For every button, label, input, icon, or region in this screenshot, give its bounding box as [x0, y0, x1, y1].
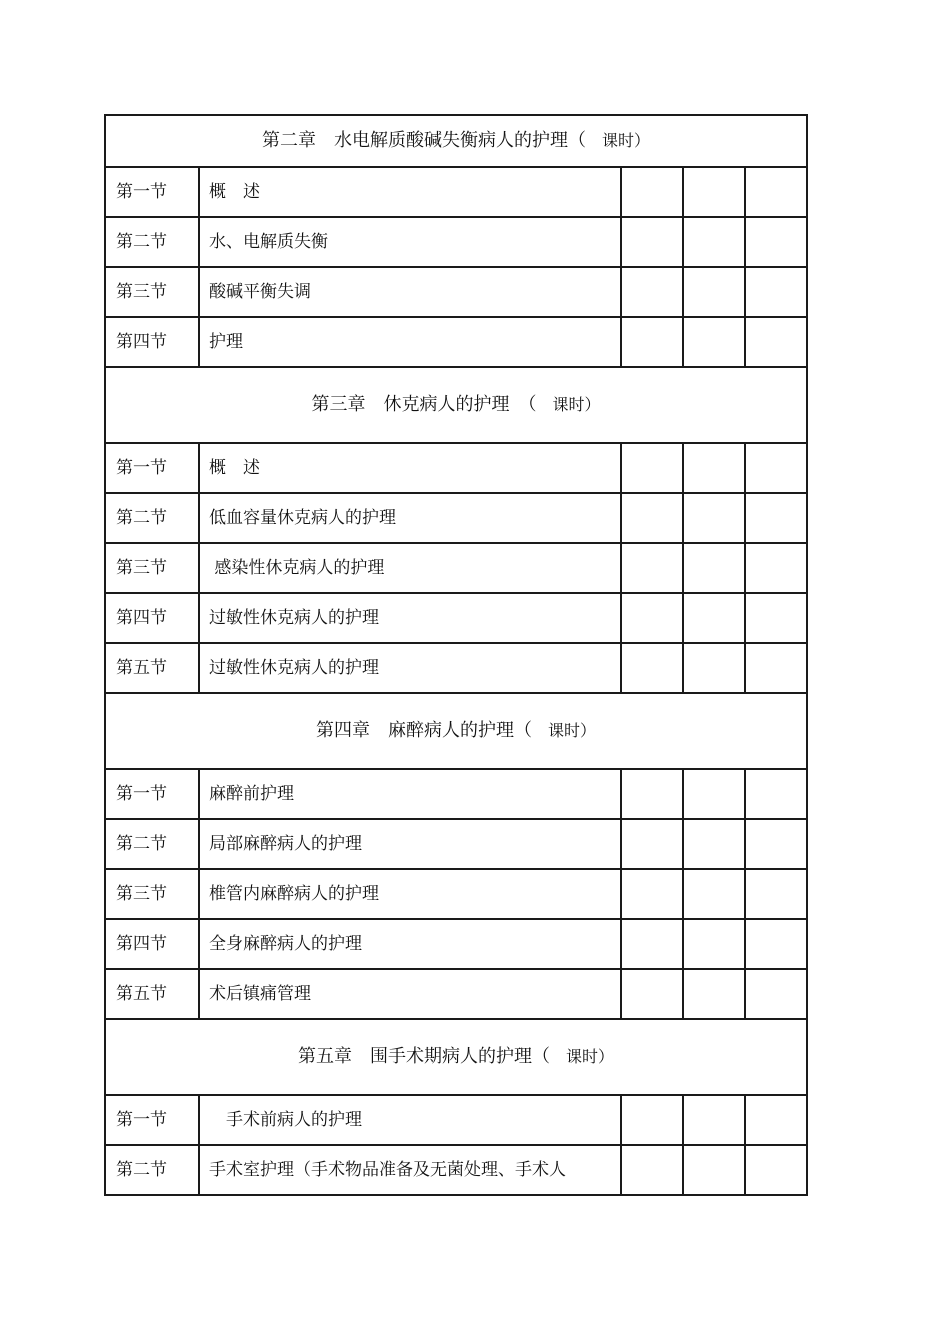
section-row: [105, 643, 807, 693]
blank-cell: [683, 493, 745, 543]
blank-cell: [745, 593, 807, 643]
blank-cell: [683, 443, 745, 493]
section-number: 第一节: [105, 769, 199, 819]
chapter-title: 第三章 休克病人的护理 （: [311, 394, 537, 415]
chapter-header-row: [105, 693, 807, 769]
section-row: [105, 1095, 807, 1145]
blank-cell: [745, 217, 807, 267]
blank-cell: [621, 593, 683, 643]
blank-cell: [683, 769, 745, 819]
section-row: [105, 443, 807, 493]
blank-cell: [683, 317, 745, 367]
chapter-hours: 课时）: [550, 1047, 615, 1066]
section-title: 概 述: [199, 167, 621, 217]
blank-cell: [683, 969, 745, 1019]
chapter-hours: 课时）: [586, 131, 651, 150]
chapter-header-row: [105, 115, 807, 167]
section-row: [105, 543, 807, 593]
blank-cell: [745, 167, 807, 217]
blank-cell: [683, 919, 745, 969]
blank-cell: [745, 869, 807, 919]
blank-cell: [621, 167, 683, 217]
section-title: 酸碱平衡失调: [199, 267, 621, 317]
blank-cell: [621, 969, 683, 1019]
blank-cell: [745, 543, 807, 593]
section-number: 第二节: [105, 217, 199, 267]
blank-cell: [745, 769, 807, 819]
blank-cell: [621, 267, 683, 317]
section-row: [105, 819, 807, 869]
blank-cell: [683, 593, 745, 643]
blank-cell: [621, 543, 683, 593]
blank-cell: [745, 819, 807, 869]
chapter-title: 第五章 围手术期病人的护理（: [298, 1046, 550, 1067]
blank-cell: [621, 643, 683, 693]
chapter-hours: 课时）: [532, 721, 597, 740]
section-title: 椎管内麻醉病人的护理: [199, 869, 621, 919]
blank-cell: [683, 1095, 745, 1145]
blank-cell: [745, 493, 807, 543]
chapter-title-cell: [105, 693, 807, 769]
blank-cell: [745, 1095, 807, 1145]
section-row: [105, 869, 807, 919]
section-row: [105, 769, 807, 819]
blank-cell: [745, 969, 807, 1019]
section-row: [105, 493, 807, 543]
blank-cell: [745, 317, 807, 367]
chapter-title-cell: [105, 1019, 807, 1095]
section-title: 麻醉前护理: [199, 769, 621, 819]
blank-cell: [621, 819, 683, 869]
chapter-title-cell: [105, 367, 807, 443]
section-number: 第一节: [105, 443, 199, 493]
section-row: [105, 919, 807, 969]
section-title: 概 述: [199, 443, 621, 493]
blank-cell: [683, 1145, 745, 1195]
chapter-header-row: [105, 367, 807, 443]
section-row: [105, 969, 807, 1019]
section-number: 第五节: [105, 643, 199, 693]
chapter-hours: 课时）: [536, 395, 601, 414]
chapter-title: 第四章 麻醉病人的护理（: [316, 720, 532, 741]
section-row: [105, 217, 807, 267]
blank-cell: [745, 643, 807, 693]
section-number: 第二节: [105, 493, 199, 543]
blank-cell: [683, 267, 745, 317]
blank-cell: [621, 493, 683, 543]
blank-cell: [621, 317, 683, 367]
section-row: [105, 593, 807, 643]
blank-cell: [745, 267, 807, 317]
section-number: 第四节: [105, 317, 199, 367]
section-number: 第二节: [105, 819, 199, 869]
blank-cell: [683, 167, 745, 217]
blank-cell: [621, 1145, 683, 1195]
blank-cell: [683, 819, 745, 869]
section-row: [105, 317, 807, 367]
blank-cell: [621, 919, 683, 969]
section-title: 低血容量休克病人的护理: [199, 493, 621, 543]
section-title: 护理: [199, 317, 621, 367]
section-number: 第一节: [105, 167, 199, 217]
section-row: [105, 1145, 807, 1195]
chapter-title-cell: [105, 115, 807, 167]
section-title: 手术室护理（手术物品准备及无菌处理、手术人: [199, 1145, 621, 1195]
section-title: 感染性休克病人的护理: [199, 543, 621, 593]
section-number: 第二节: [105, 1145, 199, 1195]
section-number: 第四节: [105, 593, 199, 643]
blank-cell: [621, 217, 683, 267]
section-title: 全身麻醉病人的护理: [199, 919, 621, 969]
blank-cell: [683, 543, 745, 593]
section-number: 第三节: [105, 267, 199, 317]
section-title: 术后镇痛管理: [199, 969, 621, 1019]
section-title: 水、电解质失衡: [199, 217, 621, 267]
blank-cell: [745, 443, 807, 493]
section-number: 第一节: [105, 1095, 199, 1145]
blank-cell: [683, 869, 745, 919]
course-outline-table: [104, 114, 808, 1196]
section-title: 过敏性休克病人的护理: [199, 643, 621, 693]
chapter-header-row: [105, 1019, 807, 1095]
section-title: 过敏性休克病人的护理: [199, 593, 621, 643]
chapter-title: 第二章 水电解质酸碱失衡病人的护理（: [262, 130, 586, 151]
blank-cell: [621, 869, 683, 919]
blank-cell: [683, 217, 745, 267]
section-row: [105, 267, 807, 317]
blank-cell: [683, 643, 745, 693]
blank-cell: [745, 1145, 807, 1195]
section-number: 第三节: [105, 543, 199, 593]
section-number: 第三节: [105, 869, 199, 919]
section-row: [105, 167, 807, 217]
section-title: 局部麻醉病人的护理: [199, 819, 621, 869]
blank-cell: [745, 919, 807, 969]
section-number: 第五节: [105, 969, 199, 1019]
blank-cell: [621, 443, 683, 493]
blank-cell: [621, 769, 683, 819]
blank-cell: [621, 1095, 683, 1145]
section-number: 第四节: [105, 919, 199, 969]
section-title: 手术前病人的护理: [199, 1095, 621, 1145]
